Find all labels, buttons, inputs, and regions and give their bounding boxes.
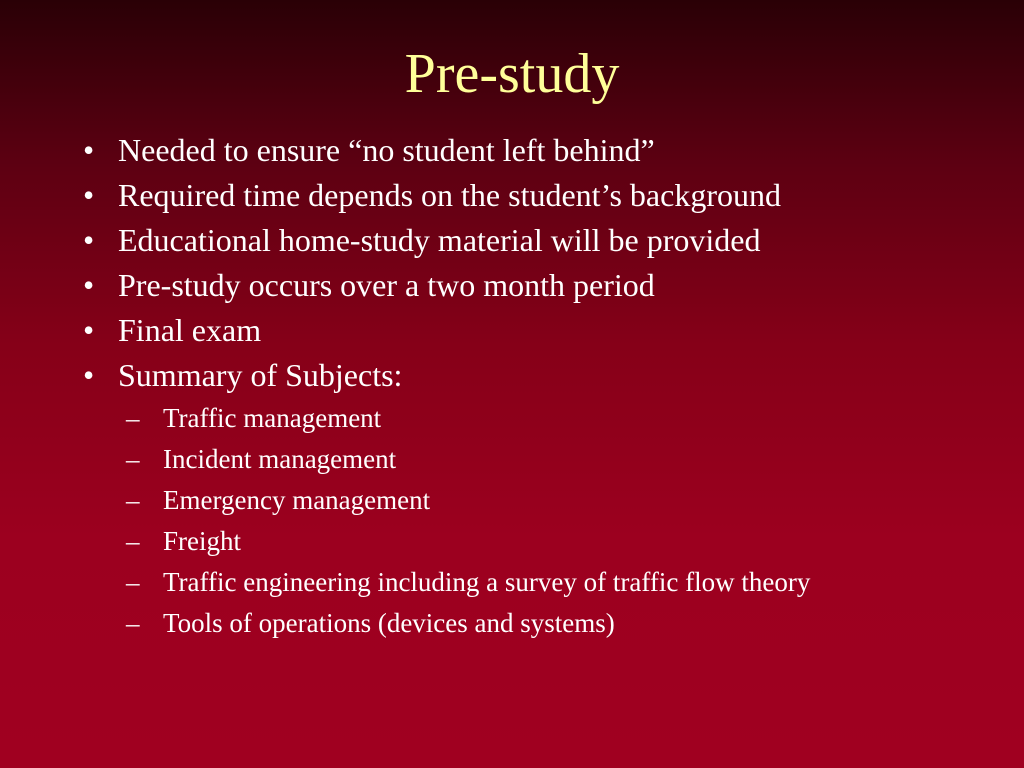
subject-item	[118, 607, 883, 640]
bullet-item	[80, 218, 980, 263]
dash-marker: –	[126, 485, 140, 515]
subject-item	[118, 566, 883, 599]
subject-text: Incident management	[163, 444, 397, 474]
bullet-text: Educational home-study material will be provided	[118, 222, 761, 258]
subject-text: Traffic engineering including a survey of traffic flow theory	[163, 567, 811, 597]
subject-text: Freight	[163, 526, 241, 556]
bullet-marker: •	[83, 312, 95, 348]
dash-marker: –	[126, 608, 140, 638]
bullet-text: Required time depends on the student’s background	[118, 177, 781, 213]
bullet-item	[80, 308, 980, 353]
bullet-text: Pre-study occurs over a two month period	[118, 267, 655, 303]
bullet-item	[80, 353, 980, 640]
bullet-text: Final exam	[118, 312, 262, 348]
bullet-marker: •	[83, 132, 95, 168]
bullet-text: Summary of Subjects:	[118, 357, 403, 393]
bullet-marker: •	[83, 177, 95, 213]
subject-item	[118, 443, 883, 476]
subject-list	[118, 402, 980, 640]
bullet-text: Needed to ensure “no student left behind”	[118, 132, 655, 168]
subject-item	[118, 484, 883, 517]
bullet-item	[80, 173, 980, 218]
slide-title: Pre-study	[404, 43, 620, 105]
dash-marker: –	[126, 567, 140, 597]
bullet-marker: •	[83, 267, 95, 303]
subject-item	[118, 525, 883, 558]
bullet-item	[80, 263, 980, 308]
bullet-list	[80, 128, 980, 648]
subject-item	[118, 402, 883, 435]
bullet-marker: •	[83, 222, 95, 258]
bullet-item	[80, 128, 980, 173]
dash-marker: –	[126, 403, 140, 433]
dash-marker: –	[126, 526, 140, 556]
dash-marker: –	[126, 444, 140, 474]
subject-text: Traffic management	[163, 403, 382, 433]
bullet-marker: •	[83, 357, 95, 393]
subject-text: Tools of operations (devices and systems)	[163, 608, 615, 638]
subject-text: Emergency management	[163, 485, 431, 515]
